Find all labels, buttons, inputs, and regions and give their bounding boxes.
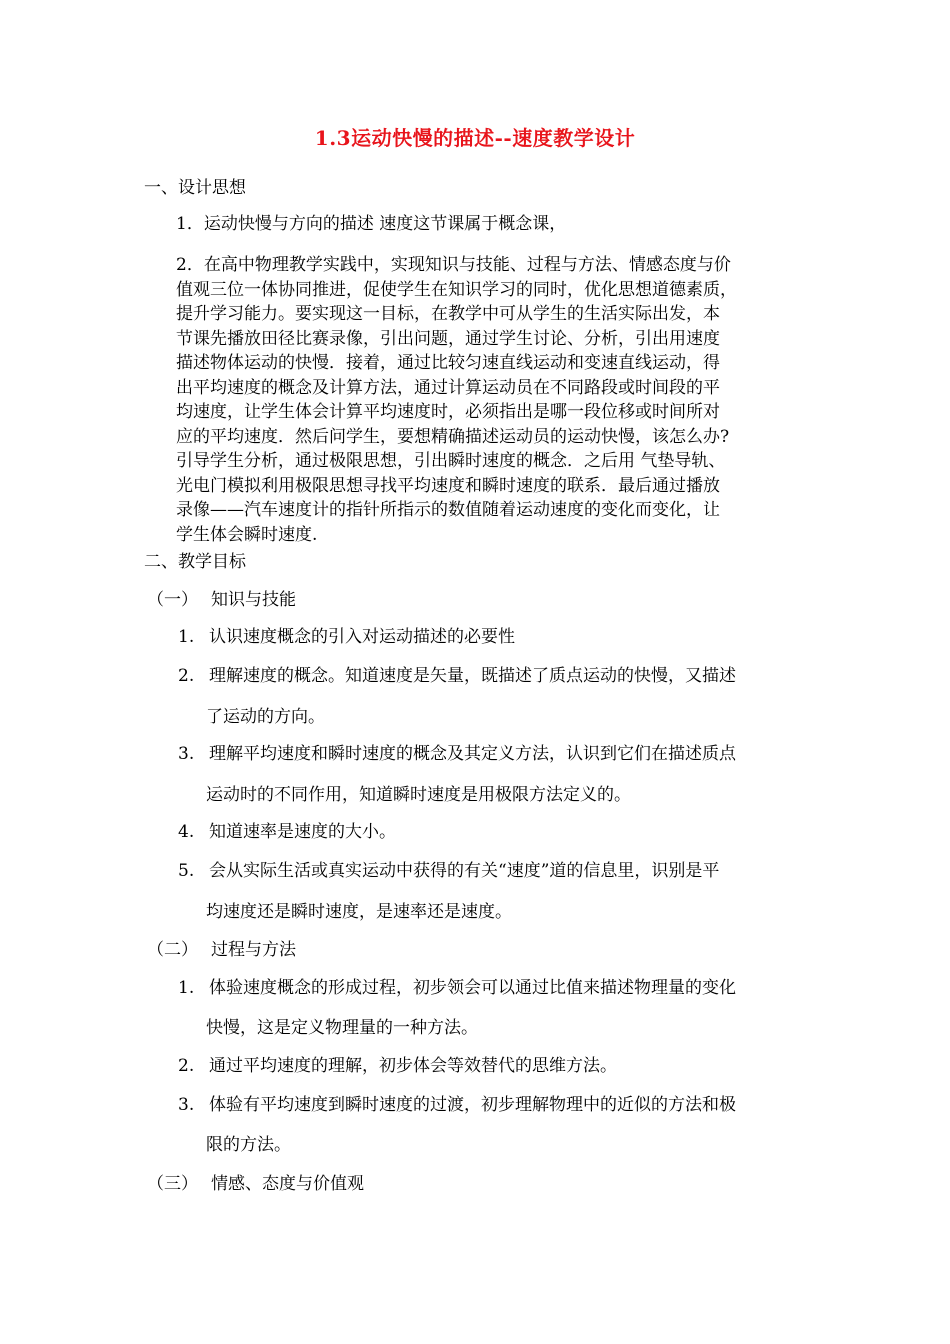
subsection-title: 情感、态度与价值观 (211, 1174, 364, 1194)
goal-text-continuation: 运动时的不同作用，知道瞬时速度是用极限方法定义的。 (206, 785, 631, 805)
goal-item (178, 625, 515, 649)
goal-number: 2. (178, 1056, 195, 1076)
subsection-title: 知识与技能 (211, 590, 296, 610)
goal-text-continuation: 均速度还是瞬时速度，是速率还是速度。 (206, 902, 512, 922)
section-heading-design-idea: 一、设计思想 (144, 178, 246, 198)
goal-text: 体验速度概念的形成过程，初步领会可以通过比值来描述物理量的变化 (209, 978, 736, 998)
paragraph-line: 提升学习能力。要实现这一目标，在教学中可从学生的生活实际出发，本 (176, 304, 720, 324)
goal-number: 1. (178, 978, 195, 998)
goal-text: 理解平均速度和瞬时速度的概念及其定义方法，认识到它们在描述质点 (209, 744, 736, 764)
paragraph-line: 描述物体运动的快慢．接着，通过比较匀速直线运动和变速直线运动，得 (176, 353, 720, 373)
paragraph-line: 光电门模拟利用极限思想寻找平均速度和瞬时速度的联系．最后通过播放 (176, 476, 720, 496)
goal-item (178, 742, 736, 766)
goal-number: 5. (178, 861, 195, 881)
subsection-heading-emotions-values (147, 1172, 364, 1196)
paragraph-line: 学生体会瞬时速度. (176, 525, 318, 545)
subsection-heading-process-methods (147, 938, 296, 962)
goal-text: 通过平均速度的理解，初步体会等效替代的思维方法。 (209, 1056, 617, 1076)
goal-item (178, 1054, 617, 1078)
paragraph-line: 引导学生分析，通过极限思想，引出瞬时速度的概念．之后用 气垫导轨、 (176, 451, 726, 471)
paragraph-line: 节课先播放田径比赛录像，引出问题，通过学生讨论、分析，引出用速度 (176, 329, 720, 349)
document-title: 1.3运动快慢的描述--速度教学设计 (314, 126, 636, 150)
goal-text-continuation: 限的方法。 (206, 1135, 291, 1155)
subsection-label: （二） (147, 940, 198, 960)
goal-item (178, 820, 396, 844)
goal-item (178, 859, 719, 883)
paragraph-line: 出平均速度的概念及计算方法，通过计算运动员在不同路段或时间段的平 (176, 378, 720, 398)
goal-number: 3. (178, 744, 195, 764)
goal-text: 会从实际生活或真实运动中获得的有关“速度”道的信息里，识别是平 (209, 861, 720, 881)
goal-number: 4. (178, 822, 195, 842)
paragraph-line: 应的平均速度．然后问学生，要想精确描述运动员的运动快慢，该怎么办? (176, 427, 730, 447)
subsection-heading-knowledge-skills (147, 588, 296, 612)
subsection-label: （一） (147, 590, 198, 610)
goal-item (178, 664, 736, 688)
goal-number: 1. (178, 627, 195, 647)
section-heading-teaching-goals: 二、教学目标 (144, 552, 246, 572)
goal-number: 3. (178, 1095, 195, 1115)
paragraph-line: 录像——汽车速度计的指针所指示的数值随着运动速度的变化而变化，让 (176, 500, 720, 520)
goal-text: 理解速度的概念。知道速度是矢量，既描述了质点运动的快慢，又描述 (209, 666, 736, 686)
paragraph-line: 均速度，让学生体会计算平均速度时，必须指出是哪一段位移或时间所对 (176, 402, 720, 422)
goal-text-continuation: 了运动的方向。 (206, 707, 325, 727)
subsection-title: 过程与方法 (211, 940, 296, 960)
goal-text: 体验有平均速度到瞬时速度的过渡，初步理解物理中的近似的方法和极 (209, 1095, 736, 1115)
paragraph-line: 2．在高中物理教学实践中，实现知识与技能、过程与方法、情感态度与价 (176, 255, 731, 275)
goal-number: 2. (178, 666, 195, 686)
goal-text-continuation: 快慢，这是定义物理量的一种方法。 (206, 1018, 478, 1038)
goal-text: 认识速度概念的引入对运动描述的必要性 (209, 627, 515, 647)
paragraph-line: 值观三位一体协同推进，促使学生在知识学习的同时，优化思想道德素质， (176, 280, 737, 300)
subsection-label: （三） (147, 1174, 198, 1194)
design-idea-item-1: 1．运动快慢与方向的描述 速度这节课属于概念课， (176, 214, 567, 234)
goal-text: 知道速率是速度的大小。 (209, 822, 396, 842)
goal-item (178, 976, 736, 1000)
goal-item (178, 1093, 736, 1117)
